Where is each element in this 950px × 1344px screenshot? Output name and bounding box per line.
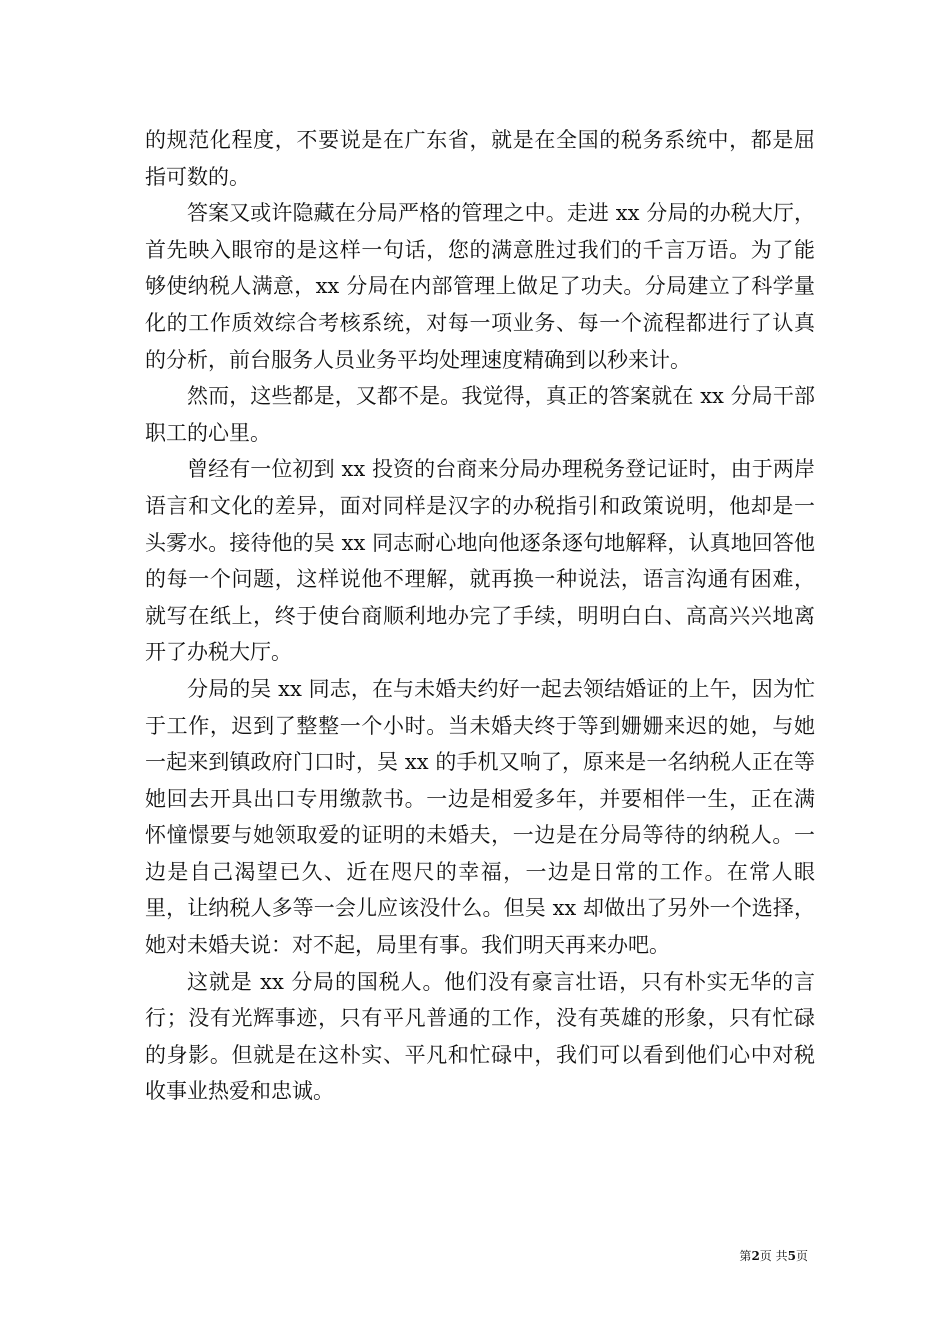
paragraph-1: 的规范化程度，不要说是在广东省，就是在全国的税务系统中，都是屈指可数的。 — [145, 128, 815, 189]
footer-prefix: 第 — [739, 1249, 752, 1263]
page-footer — [720, 1248, 808, 1264]
footer-current-page: 2 — [751, 1249, 760, 1263]
paragraph-5: 分局的吴 xx 同志，在与未婚夫约好一起去领结婚证的上午，因为忙于工作，迟到了整整一个小时。当未婚夫终于等到姗姗来迟的她，与她一起来到镇政府门口时，吴 xx 的手机又响了，原来是一名纳税人正在等她回去开具出口专用缴款书。一边是相爱多年，并要相伴一生，正在满怀憧憬要与她领取爱的证明的未婚夫，一边是在分局等待的纳税人。一边是自己渴望已久、近在咫尺的幸福，一边是日常的工作。在常人眼里，让纳税人多等一会儿应该没什么。但吴 xx 却做出了另外一个选择，她对未婚夫说：对不起，局里有事。我们明天再来办吧。 — [145, 676, 815, 958]
paragraph-4: 曾经有一位初到 xx 投资的台商来分局办理税务登记证时，由于两岸语言和文化的差异，面对同样是汉字的办税指引和政策说明，他却是一头雾水。接待他的吴 xx 同志耐心地向他逐条逐句地解释，认真地回答他的每一个问题，这样说他不理解，就再换一种说法，语言沟通有困难，就写在纸上，终于使台商顺利地办完了手续，明明白白、高高兴兴地离开了办税大厅。 — [145, 457, 815, 665]
footer-middle: 页 共 — [759, 1249, 788, 1263]
footer-total-pages: 5 — [787, 1249, 796, 1263]
paragraph-2: 答案又或许隐藏在分局严格的管理之中。走进 xx 分局的办税大厅，首先映入眼帘的是这样一句话，您的满意胜过我们的千言万语。为了能够使纳税人满意，xx 分局在内部管理上做足了功夫。分局建立了科学量化的工作质效综合考核系统，对每一项业务、每一个流程都进行了认真的分析，前台服务人员业务平均处理速度精确到以秒来计。 — [145, 201, 815, 372]
footer-suffix: 页 — [795, 1249, 808, 1263]
paragraph-3: 然而，这些都是，又都不是。我觉得，真正的答案就在 xx 分局干部职工的心里。 — [145, 384, 815, 445]
paragraph-6: 这就是 xx 分局的国税人。他们没有豪言壮语，只有朴实无华的言行；没有光辉事迹，只有平凡普通的工作，没有英雄的形象，只有忙碌的身影。但就是在这朴实、平凡和忙碌中，我们可以看到他们心中对税收事业热爱和忠诚。 — [145, 969, 815, 1104]
document-body — [145, 122, 815, 1110]
